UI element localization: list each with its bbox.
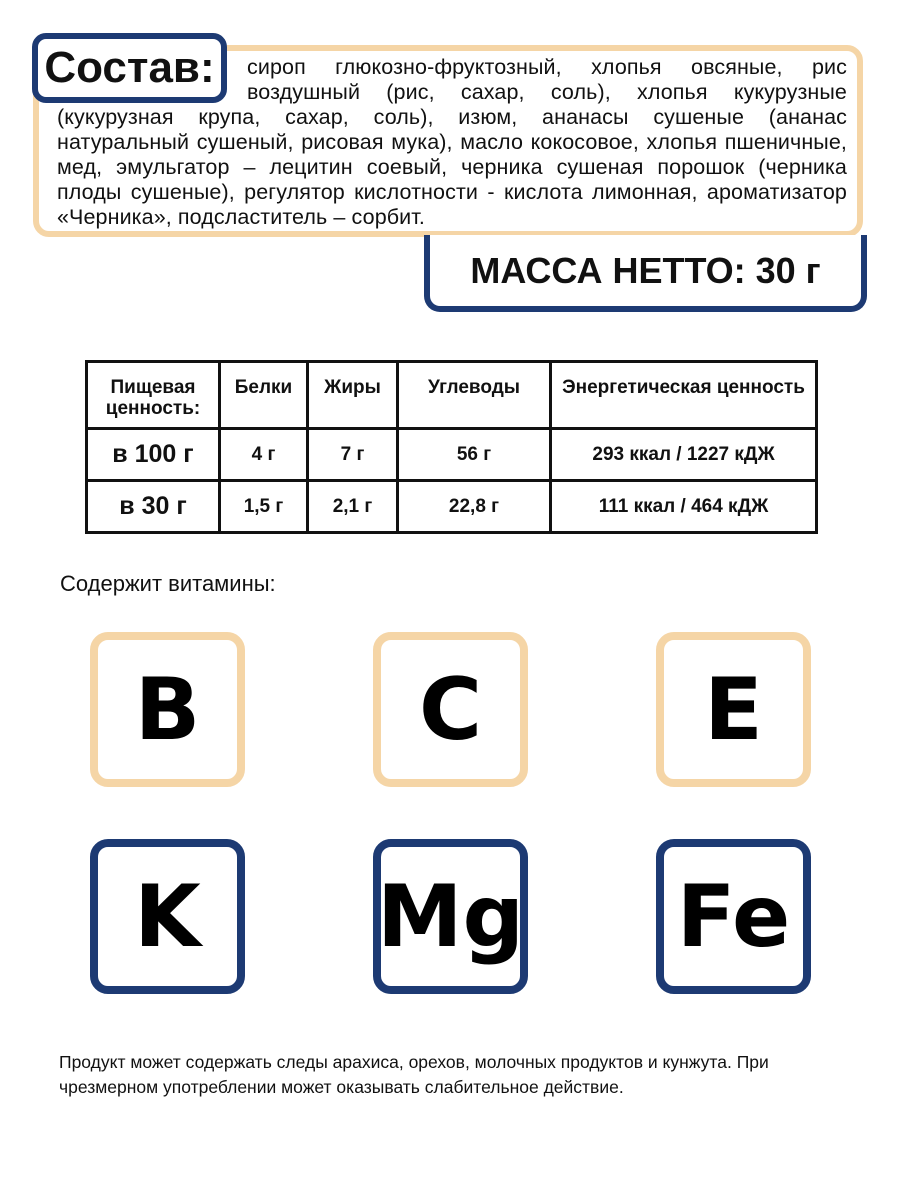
vitamin-label: K (134, 866, 201, 967)
protein-value: 4 г (220, 429, 308, 481)
vitamin-b-tile (90, 632, 245, 787)
net-weight: МАССА НЕТТО: 30 г (470, 249, 821, 291)
composition-title-box (32, 33, 227, 103)
composition-text: сироп глюкозно-фруктозный, хлопья овсяные, рис воздушный (рис, сахар, соль), хлопья кукурузные (кукурузная крупа, сахар, соль), изюм, ананасы сушеные (ананас натуральный сушеный, рисовая мука), масло кокосовое, хлопья пшеничные, мед, эмульгатор – лецитин соевый, черника сушеная порошок (черника плоды сушеные), регулятор кислотности - кислота лимонная, ароматизатор «Черника», подсластитель – сорбит. (57, 55, 847, 229)
header-carbs: Углеводы (398, 362, 551, 429)
fat-value: 7 г (308, 429, 398, 481)
carbs-value: 56 г (398, 429, 551, 481)
mineral-k-tile (90, 839, 245, 994)
header-fat: Жиры (308, 362, 398, 429)
header-nutrition-value: Пищевая ценность: (87, 362, 220, 429)
vitamin-label: E (704, 659, 763, 760)
fat-value: 2,1 г (308, 481, 398, 533)
table-row (87, 429, 817, 481)
mineral-mg-tile (373, 839, 528, 994)
table-row (87, 481, 817, 533)
protein-value: 1,5 г (220, 481, 308, 533)
net-weight-box (424, 235, 867, 312)
vitamins-heading: Содержит витамины: (60, 571, 276, 596)
carbs-value: 22,8 г (398, 481, 551, 533)
row-label: в 100 г (87, 429, 220, 481)
allergen-note: Продукт может содержать следы арахиса, орехов, молочных продуктов и кунжута. При чрезмерном употреблении может оказывать слабительное действие. (59, 1052, 769, 1097)
vitamin-label: Mg (376, 866, 525, 967)
vitamin-label: C (418, 659, 483, 760)
vitamin-label: Fe (676, 866, 791, 967)
vitamin-label: B (134, 659, 201, 760)
header-energy: Энергетическая ценность (551, 362, 817, 429)
row-label: в 30 г (87, 481, 220, 533)
energy-value: 111 ккал / 464 кДЖ (551, 481, 817, 533)
nutrition-header-row (87, 362, 817, 429)
mineral-fe-tile (656, 839, 811, 994)
header-protein: Белки (220, 362, 308, 429)
vitamin-c-tile (373, 632, 528, 787)
vitamin-e-tile (656, 632, 811, 787)
nutrition-table (85, 360, 818, 534)
composition-title: Состав: (44, 43, 215, 92)
energy-value: 293 ккал / 1227 кДЖ (551, 429, 817, 481)
